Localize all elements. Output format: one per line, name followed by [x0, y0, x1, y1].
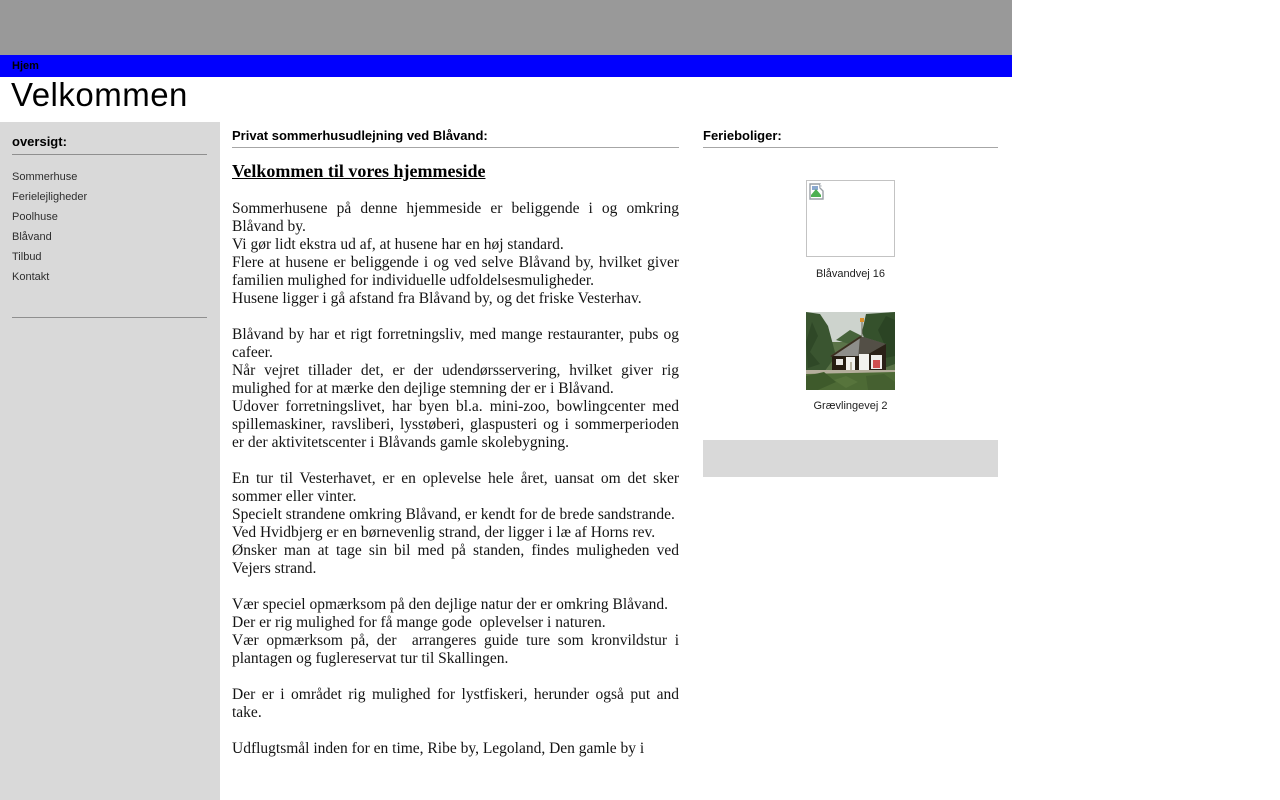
sidebar-nav-list	[12, 167, 207, 287]
article-heading-divider	[232, 147, 679, 148]
listing-caption: Grævlingevej 2	[813, 400, 888, 412]
sidebar-heading: oversigt:	[12, 134, 67, 149]
listing-image-graevlingevej-2[interactable]	[806, 312, 895, 390]
text-line: Vær opmærksom på, der arrangeres guide ture som kronvildstur i plantagen og fuglereservat tur til Skallingen.	[232, 632, 679, 667]
paragraph	[232, 470, 679, 578]
text-line: En tur til Vesterhavet, er en oplevelse hele året, uansat om det sker sommer eller vinter.	[232, 470, 679, 505]
sidebar-divider-bottom	[12, 317, 207, 318]
main-nav	[0, 55, 1012, 77]
nav-item-hjem[interactable]: Hjem	[12, 60, 39, 72]
text-line: Der er i området rig mulighed for lystfiskeri, herunder også put and take.	[232, 686, 679, 721]
sidebar-item-poolhuse[interactable]: Poolhuse	[12, 211, 58, 223]
article-paragraphs	[232, 200, 679, 758]
text-line: Husene ligger i gå afstand fra Blåvand by, og det friske Vesterhav.	[232, 290, 642, 307]
text-line: Når vejret tillader det, er der udendørsservering, hvilket giver rig mulighed for at mærke den dejlige stemning der er i Blåvand.	[232, 362, 679, 397]
text-line: Vi gør lidt ekstra ud af, at husene har en høj standard.	[232, 236, 564, 253]
sidebar-item-blavand[interactable]: Blåvand	[12, 231, 52, 243]
sidebar-item-tilbud[interactable]: Tilbud	[12, 251, 42, 263]
text-line: Ønsker man at tage sin bil med på standen, findes muligheden ved Vejers strand.	[232, 542, 679, 577]
text-line: Vær speciel opmærksom på den dejlige natur der er omkring Blåvand.	[232, 596, 669, 613]
text-line: Flere at husene er beliggende i og ved selve Blåvand by, hvilket giver familien mulighed for individuelle udfoldelsesmuligheder.	[232, 254, 679, 289]
listings-heading: Ferieboliger:	[703, 128, 782, 143]
listing-image-blavandvej-16[interactable]	[806, 180, 895, 257]
text-line: Udflugtsmål inden for en time, Ribe by, Legoland, Den gamle by i	[232, 740, 645, 757]
listings-column	[703, 122, 998, 800]
text-line: Ved Hvidbjerg er en børnevenlig strand, der ligger i læ af Horns rev.	[232, 524, 656, 541]
article-column	[232, 122, 679, 776]
sidebar-item-kontakt[interactable]: Kontakt	[12, 271, 50, 283]
article-subheading: Velkommen til vores hjemmeside	[232, 161, 486, 181]
summer-house-photo	[806, 312, 895, 390]
text-line: Specielt strandene omkring Blåvand, er kendt for de brede sandstrande.	[232, 506, 675, 523]
header-banner	[0, 0, 1012, 55]
paragraph	[232, 200, 679, 308]
sidebar-item-sommerhuse[interactable]: Sommerhuse	[12, 171, 78, 183]
footer-placeholder-box	[703, 440, 998, 477]
paragraph	[232, 596, 679, 668]
text-line: Sommerhusene på denne hjemmeside er beliggende i og omkring Blåvand by.	[232, 200, 679, 235]
text-line: Udover forretningslivet, har byen bl.a. mini-zoo, bowlingcenter med spillemaskiner, ravsliberi, lysstøberi, glaspusteri og i sommerperioden er der aktivitetscenter i Blåvands gamle skolebygning.	[232, 398, 679, 451]
text-line: Blåvand by har et rigt forretningsliv, med mange restauranter, pubs og cafeer.	[232, 326, 679, 361]
page-title: Velkommen	[11, 76, 188, 113]
text-line: Der er rig mulighed for få mange gode oplevelser i naturen.	[232, 614, 606, 631]
article-heading: Privat sommerhusudlejning ved Blåvand:	[232, 128, 488, 143]
paragraph	[232, 740, 679, 758]
paragraph	[232, 686, 679, 722]
broken-image-icon	[809, 183, 826, 200]
listing-caption: Blåvandvej 16	[815, 268, 886, 280]
sidebar	[0, 122, 220, 800]
paragraph	[232, 326, 679, 452]
sidebar-divider-top	[12, 154, 207, 155]
sidebar-item-ferielejligheder[interactable]: Ferielejligheder	[12, 191, 88, 203]
listings-heading-divider	[703, 147, 998, 148]
